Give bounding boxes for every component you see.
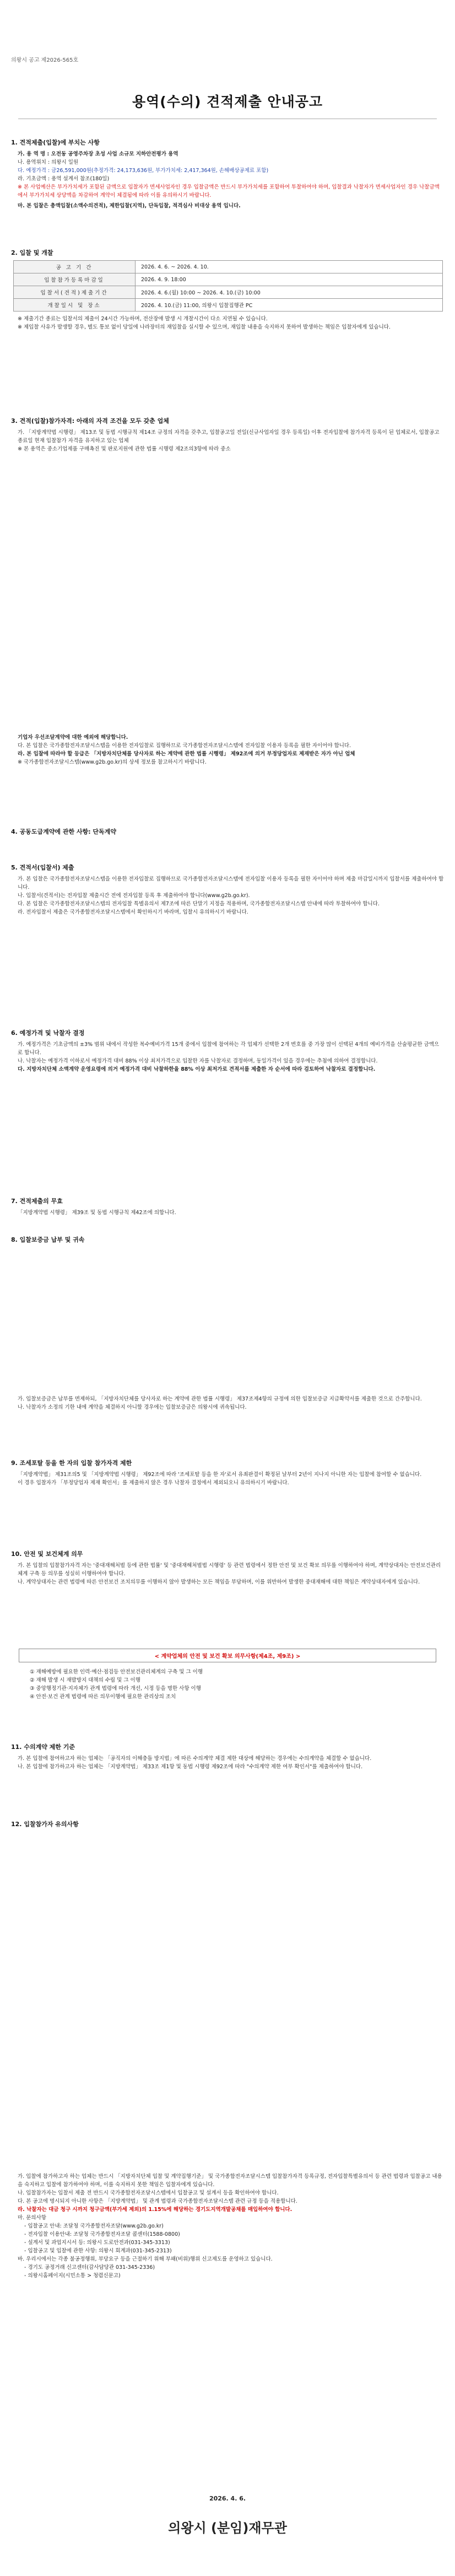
corruption-report-note: 바. 우리시에서는 각종 불공정행위, 부당요구 등을 근절하기 위해 부패(비위)행위 신고제도를 운영하고 있습니다. (18, 2256, 273, 2262)
section-1 (11, 138, 444, 210)
safety-item: ① 재해예방에 필요한 인력·예산·점검등 안전보건관리체계의 구축 및 그 이행 (30, 1669, 203, 1675)
table-row (14, 261, 443, 273)
safety-obligations-list (11, 1668, 444, 1701)
document-title: 용역(수의) 견적제출 안내공고 (0, 91, 455, 119)
schedule-value: 2026. 4. 9. 18:00 (136, 273, 443, 286)
signature-date: 2026. 4. 6. (209, 2495, 246, 2502)
bidder-note-c: 다. 본 공고에 명시되지 아니한 사항은 「지방계약법」 및 관계 법령과 국가종합전자조달시스템 관련 규정 등을 적용합니다. (18, 2198, 297, 2204)
section-9-heading: 9. 조세포탈 등을 한 자의 입찰 참가자격 제한 (11, 1459, 132, 1467)
section-7 (11, 1196, 444, 1217)
section-6 (11, 1028, 444, 1074)
inquiries-heading: 마. 문의사항 (18, 2215, 46, 2221)
private-contract-b: 나. 본 입찰에 참가하고자 하는 업체는 「지방계약법」 제33조 제1항 및 동법 시행령 제92조에 따라 "수의계약 제한 여부 확인서"를 제출하여야 합니다. (18, 1764, 363, 1770)
qualification-a: 가. 「지방계약법 시행령」 제13조 및 동법 시행규칙 제14조 규정의 자격을 갖추고, 입찰공고일 전일(신규사업자일 경우 등록일) 이후 전자입찰에 참가자격 등록이 된 업체로서, 입찰공고 종료일 현재 입찰참가 자격을 유지하고 있는 업체 (18, 430, 440, 444)
private-contract-a: 가. 본 입찰에 참여하고자 하는 업체는 「공직자의 이해충돌 방지법」에 따른 수의계약 체결 제한 대상에 해당하는 경우에는 수의계약을 체결할 수 없습니다. (18, 1756, 372, 1762)
bidder-note-bond: 라. 낙찰자는 대금 청구 시까지 청구금액(부가세 제외)의 1.15%에 해당하는 경기도지역개발공채를 매입하여야 합니다. (18, 2207, 292, 2213)
pricing-b: 나. 낙찰자는 예정가격 이하로서 예정가격 대비 88% 이상 최저가격으로 입찰한 자를 낙찰자로 결정하며, 동일가격이 있을 경우에는 추첨에 의하여 결정합니다. (18, 1058, 378, 1064)
section-5-heading: 5. 견적서(입찰서) 제출 (11, 864, 74, 871)
vat-note: ※ 본 사업예산은 부가가치세가 포함된 금액으로 입찰자가 면세사업자인 경우 입찰금액은 반드시 부가가치세를 포함하여 투찰하여야 하며, 입찰결과 낙찰자가 면세사업자인 경우 낙찰금액에서 부가가치세 상당액을 차감하여 계약이 체결됨에 따라 이를 유의하시기 바랍니다. (18, 184, 440, 198)
qualification-note: ※ 국가종합전자조달시스템(www.g2b.go.kr)의 상세 정보를 참고하시기 바랍니다. (18, 759, 207, 765)
section-8-heading: 8. 입찰보증금 납부 및 귀속 (11, 1236, 85, 1243)
bidder-note-a: 가. 입찰에 참가하고자 하는 업체는 반드시 「지방자치단체 입찰 및 계약집행기준」 및 국가종합전자조달시스템 입찰참가자격 등록규정, 전자입찰특별유의서 등 관련 법령과 입찰공고 내용을 숙지하고 입찰에 참가하여야 하며, 이를 숙지하지 못한 책임은 입찰자에게 있습니다. (18, 2174, 442, 2188)
schedule-note-1: ※ 제출기간 종료는 입찰서의 제출이 24시간 가능하며, 전산장애 발생 시 개찰시간이 다소 지연될 수 있습니다. (18, 316, 268, 322)
safety-item: ④ 안전·보건 관계 법령에 따른 의무이행에 필요한 관리상의 조치 (30, 1694, 176, 1700)
safety-a: 가. 본 입찰의 입찰참가자격 자는 '중대재해처벌 등에 관한 법률' 및 '중대재해처벌법 시행령' 등 관련 법령에서 정한 안전 및 보건 확보 의무를 이행하여야 하며, 계약상대자는 안전보건관리체계 구축 등 의무를 성실히 이행하여야 합니다. (18, 1563, 441, 1577)
safety-item: ③ 중앙행정기관·지자체가 관계 법령에 따라 개선, 시정 등을 명한 사항 이행 (30, 1686, 201, 1692)
pricing-a: 가. 예정가격은 기초금액의 ±3% 범위 내에서 작성한 복수예비가격 15개 중에서 입찰에 참여하는 각 업체가 선택한 2개 번호를 중 가장 많이 선택된 4개의 예비가격을 산술평균한 금액으로 합니다. (18, 1042, 440, 1056)
deposit-a: 가. 입찰보증금은 납부를 면제하되, 「지방자치단체를 당사자로 하는 계약에 관한 법률 시행령」 제37조제4항의 규정에 의한 입찰보증금 지급확약서를 제출한 것으로 간주합니다. (18, 1396, 422, 1402)
schedule-key: 입찰참가등록마감일 (14, 273, 136, 286)
submission-a: 가. 본 입찰은 국가종합전자조달시스템을 이용한 전자입찰로 집행하므로 국가종합전자조달시스템에 전자입찰 이용자 등록을 필한 자이어야 하며 제출 마감일시까지 입찰서를 제출하여야 합니다. (18, 876, 444, 890)
signature-organization: 의왕시 (분임)재무관 (168, 2520, 287, 2536)
table-row (14, 286, 443, 299)
inquiry-item: - 설계서 및 과업지시서 등: 의왕시 도로안전과(031-345-3313) (24, 2240, 170, 2246)
invalid-bid-rule: 「지방계약법 시행령」 제39조 및 동법 시행규칙 제42조에 의합니다. (18, 1210, 176, 1216)
section-11-heading: 11. 수의계약 제한 기준 (11, 1743, 75, 1751)
section-3 (11, 416, 444, 453)
notice-number: 의왕시 공고 제2026-565호 (11, 57, 79, 63)
report-channel: - 경기도 공정거래 신고센터(감사담당관 031-345-2336) (24, 2264, 155, 2271)
pricing-c: 다. 지방자치단체 소액계약 운영요령에 의거 예정가격 대비 낙찰하한율 88% 이상 최저가로 견적서를 제출한 자 순서에 따라 검토하여 낙찰자로 결정합니다. (18, 1066, 376, 1072)
section-3-continued (11, 733, 444, 766)
tax-evasion-a: 「지방계약법」 제31조의5 및 「지방계약법 시행령」 제92조에 따라 '조세포탈 등을 한 자'로서 유죄판결이 확정된 날부터 2년이 지나지 아니한 자는 입찰에 참여할 수 없습니다. (18, 1472, 422, 1478)
bidder-note-b: 나. 입찰참가자는 입찰서 제출 전 반드시 국가종합전자조달시스템에서 입찰공고 및 설계서 등을 확인하여야 합니다. (18, 2190, 279, 2196)
bid-type: 마. 본 입찰은 총액입찰(소액수의견적), 제한입찰(지역), 단독입찰, 적격심사 비대상 용역 입니다. (18, 203, 241, 209)
schedule-value: 2026. 4. 6.(월) 10:00 ~ 2026. 4. 10.(금) 10:00 (136, 286, 443, 299)
tax-evasion-b: 이 경우 입찰자가 「부정당업자 제재 확인서」를 제출하지 않은 경우 낙찰자 결정에서 제외되오니 유의하시기 바랍니다. (18, 1480, 289, 1486)
base-amount: 라. 기초금액 : 용역 설계서 참조(180일) (18, 176, 110, 182)
submission-b: 나. 입찰서(견적서)는 전자입찰 제출시간 전에 전자입찰 등록 후 제출하여야 합니다(www.g2b.go.kr). (18, 893, 250, 899)
section-10 (11, 1549, 444, 1586)
project-location: 나. 용역위치 : 의왕시 일원 (18, 159, 79, 165)
schedule-key: 개찰일시 및 장소 (14, 299, 136, 312)
schedule-key: 입찰서(견적)제출기간 (14, 286, 136, 299)
qualification-exception: 기업자 우선조달계약에 대한 예외에 해당합니다. (18, 734, 128, 740)
section-12 (11, 1820, 444, 1832)
schedule-value: 2026. 4. 10.(금) 11:00, 의왕시 입찰집행관 PC (136, 299, 443, 312)
section-8-continued (11, 1395, 444, 1412)
section-11 (11, 1742, 444, 1771)
inquiry-item: - 입찰공고 및 입찰에 관한 사항: 의왕시 회계과(031-345-2313) (24, 2248, 172, 2254)
section-2-heading: 2. 입찰 및 개찰 (11, 249, 53, 256)
section-2 (11, 248, 444, 331)
section-4-heading: 4. 공동도급계약에 관한 사항: 단독계약 (11, 828, 116, 835)
qualification-sme-note: ※ 본 용역은 중소기업제품 구매촉진 및 판로지원에 관한 법률 시행령 제2조의3항에 따라 중소 (18, 446, 231, 452)
inquiry-item: - 입찰공고 안내: 조달청 국가종합전자조달(www.g2b.go.kr) (24, 2223, 164, 2229)
schedule-value: 2026. 4. 6. ~ 2026. 4. 10. (136, 261, 443, 273)
section-6-heading: 6. 예정가격 및 낙찰자 결정 (11, 1029, 85, 1037)
project-name: 가. 용 역 명 : 오전동 공영주차장 초성 사업 소규모 지하안전평가 용역 (18, 151, 178, 157)
deposit-b: 나. 낙찰자가 소정의 기한 내에 계약을 체결하지 아니할 경우에는 입찰보증금은 의왕시에 귀속됩니다. (18, 1404, 247, 1410)
safety-b: 나. 계약상대자는 관련 법령에 따른 안전보건 조치의무를 이행하지 않아 발생하는 모든 책임을 부담하며, 이를 위반하여 발생한 중대재해에 대한 책임은 계약상대자에게 있습니다. (18, 1579, 420, 1585)
submission-d: 라. 전자입찰서 제출은 국가종합전자조달시스템에서 확인하시기 바라며, 입찰시 유의하시기 바랍니다. (18, 909, 248, 915)
section-4 (11, 827, 444, 839)
qualification-d: 라. 본 입찰에 따라야 할 등급은 「지방자치단체를 당사자로 하는 계약에 관한 법률 시행령」 제92조에 의거 부정당업자로 제재받은 자가 아닌 업체 (18, 751, 355, 757)
schedule-table (13, 260, 443, 312)
section-7-heading: 7. 견적제출의 무효 (11, 1198, 63, 1205)
safety-item: ② 재해 발생 시 재발방지 대책의 수립 및 그 이행 (30, 1677, 140, 1683)
section-10-heading: 10. 안전 및 보건체계 의무 (11, 1550, 83, 1558)
section-8 (11, 1235, 444, 1247)
table-row (14, 299, 443, 312)
estimated-price: 다. 예정가격 : 금26,591,000원(추정가격: 24,173,636원, 부가가치세: 2,417,364원, 손해배상공제료 포함) (18, 168, 269, 174)
safety-obligations-box-title: < 계약업체의 안전 및 보건 확보 의무사항(제4조, 제9조) > (19, 1649, 436, 1662)
table-row (14, 273, 443, 286)
submission-c: 다. 본 입찰은 국가종합전자조달시스템의 전자입찰 특별유의서 제7조에 따른 단말기 지정을 적용하며, 국가종합전자조달시스템 안내에 따라 투찰하여야 합니다. (18, 901, 380, 907)
section-1-heading: 1. 견적제출(입찰)에 부치는 사항 (11, 139, 100, 146)
section-12-continued (11, 2172, 444, 2280)
section-12-heading: 12. 입찰참가자 유의사항 (11, 1821, 79, 1828)
qualification-c: 다. 본 입찰은 국가종합전자조달시스템을 이용한 전자입찰로 집행하므로 국가종합전자조달시스템에 전자입찰 이용자 등록을 필한 자이어야 합니다. (18, 743, 351, 749)
schedule-note-2: ※ 제입찰 사유가 발생할 경우, 별도 통보 없이 당일에 나라장터의 재입찰을 실시할 수 있으며, 재입찰 내용을 숙지하지 못하여 발생하는 책임은 입찰자에게 있습니다. (18, 324, 391, 330)
schedule-key: 공 고 기 간 (14, 261, 136, 273)
section-3-heading: 3. 견적(입찰)참가자격: 아래의 자격 조건을 모두 갖춘 업체 (11, 417, 169, 425)
inquiry-item: - 전자입찰 이용안내: 조달청 국가종합전자조달 콜센터(1588-0800) (24, 2231, 180, 2237)
section-5 (11, 863, 444, 916)
report-channel: - 의왕시홈페이지(시민소통 > 청렴신문고) (24, 2273, 121, 2279)
section-9 (11, 1458, 444, 1487)
